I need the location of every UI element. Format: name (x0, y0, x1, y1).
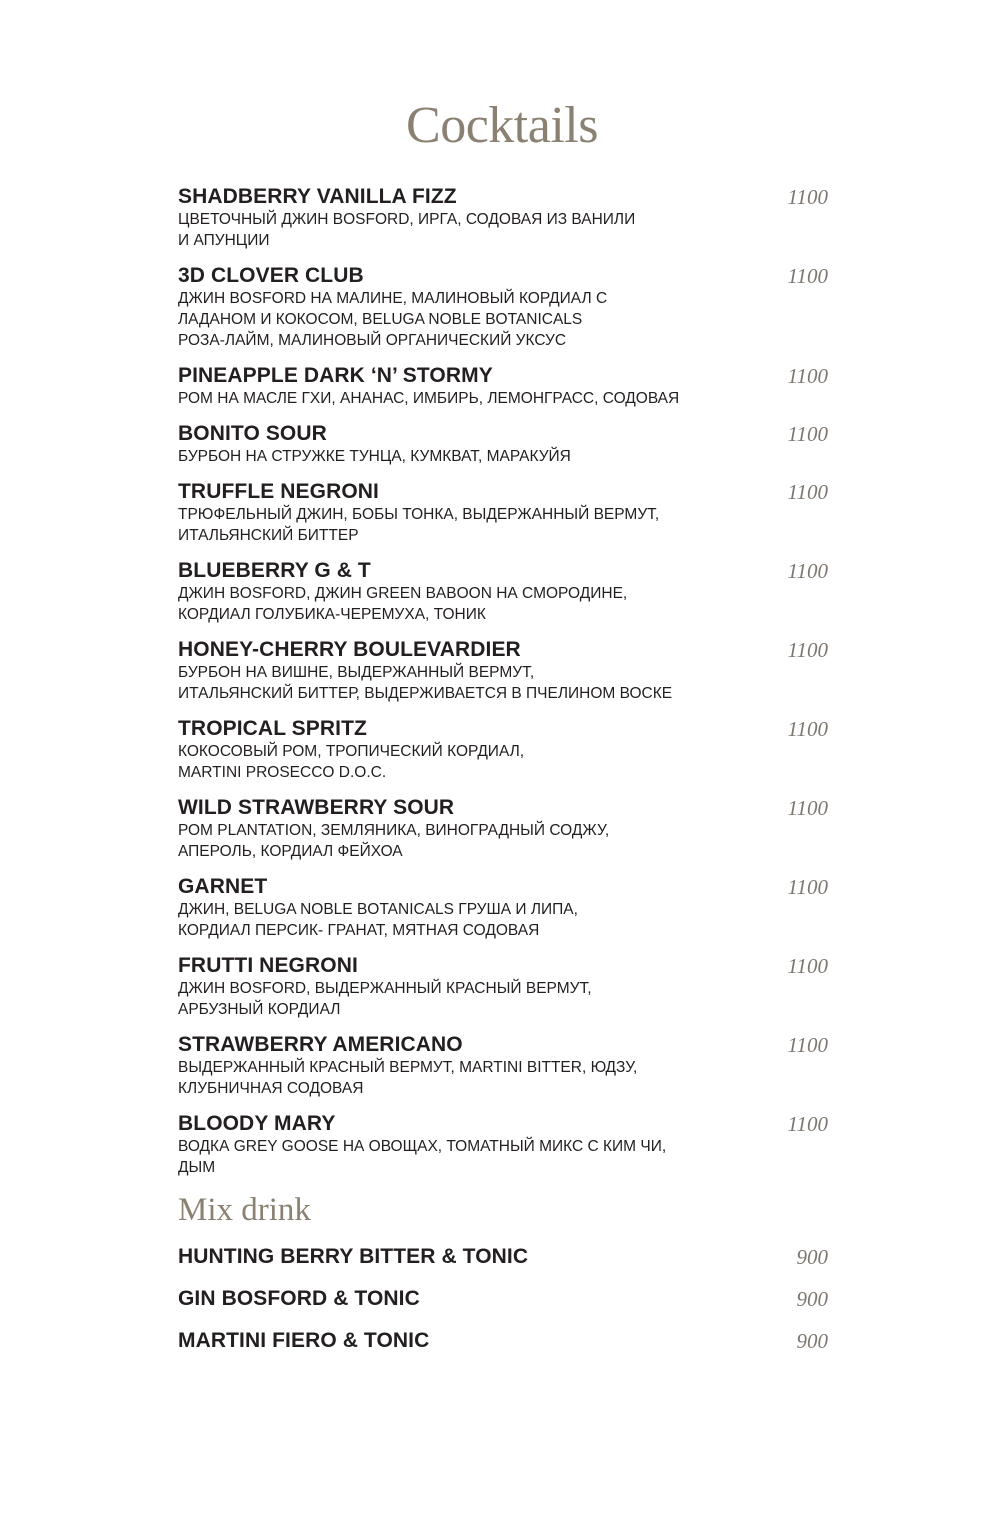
cocktail-item (178, 637, 828, 704)
cocktail-name: FRUTTI NEGRONI (178, 954, 358, 977)
cocktail-name: TRUFFLE NEGRONI (178, 480, 379, 503)
cocktail-item (178, 558, 828, 625)
cocktail-description: ДЖИН BOSFORD, ДЖИН GREEN BABOON НА СМОРОДИНЕ, КОРДИАЛ ГОЛУБИКА-ЧЕРЕМУХА, ТОНИК (178, 585, 628, 623)
cocktail-description: ЦВЕТОЧНЫЙ ДЖИН BOSFORD, ИРГА, СОДОВАЯ ИЗ ВАНИЛИ И АПУНЦИИ (178, 211, 636, 249)
cocktail-item (178, 184, 828, 251)
cocktail-name: BONITO SOUR (178, 422, 327, 445)
cocktail-item (178, 479, 828, 546)
cocktail-description: КОКОСОВЫЙ РОМ, ТРОПИЧЕСКИЙ КОРДИАЛ, MARTINI PROSECCO D.O.C. (178, 743, 525, 781)
mix-drink-section-title: Mix drink (178, 1192, 311, 1228)
cocktail-item (178, 1111, 828, 1178)
cocktail-price: 1100 (787, 422, 828, 446)
mix-drink-item (178, 1328, 828, 1354)
cocktail-description: РОМ НА МАСЛЕ ГХИ, АНАНАС, ИМБИРЬ, ЛЕМОНГРАСС, СОДОВАЯ (178, 390, 680, 407)
cocktail-description: ВЫДЕРЖАННЫЙ КРАСНЫЙ ВЕРМУТ, MARTINI BITTER, ЮДЗУ, КЛУБНИЧНАЯ СОДОВАЯ (178, 1059, 638, 1097)
mix-drink-name: HUNTING BERRY BITTER & TONIC (178, 1245, 529, 1268)
cocktail-item (178, 953, 828, 1020)
mix-drink-item (178, 1244, 828, 1270)
cocktail-description: БУРБОН НА СТРУЖКЕ ТУНЦА, КУМКВАТ, МАРАКУЙЯ (178, 448, 571, 465)
cocktail-price: 1100 (787, 875, 828, 899)
cocktail-price: 1100 (787, 954, 828, 978)
cocktail-name: HONEY-CHERRY BOULEVARDIER (178, 638, 521, 661)
cocktail-description: ТРЮФЕЛЬНЫЙ ДЖИН, БОБЫ ТОНКА, ВЫДЕРЖАННЫЙ ВЕРМУТ, ИТАЛЬЯНСКИЙ БИТТЕР (178, 506, 660, 544)
mix-drink-price: 900 (796, 1245, 828, 1269)
cocktail-description: ДЖИН BOSFORD НА МАЛИНЕ, МАЛИНОВЫЙ КОРДИАЛ С ЛАДАНОМ И КОКОСОМ, BELUGA NOBLE BOTANICALS РОЗА-ЛАЙМ, МАЛИНОВЫЙ ОРГАНИЧЕСКИЙ УКСУС (178, 290, 608, 349)
cocktail-description: РОМ PLANTATION, ЗЕМЛЯНИКА, ВИНОГРАДНЫЙ СОДЖУ, АПЕРОЛЬ, КОРДИАЛ ФЕЙХОА (178, 822, 610, 860)
cocktail-name: SHADBERRY VANILLA FIZZ (178, 185, 457, 208)
cocktail-price: 1100 (787, 1112, 828, 1136)
cocktail-name: TROPICAL SPRITZ (178, 717, 367, 740)
mix-drink-price: 900 (796, 1329, 828, 1353)
cocktail-item (178, 363, 828, 409)
cocktail-name: PINEAPPLE DARK ‘N’ STORMY (178, 364, 493, 387)
cocktail-price: 1100 (787, 185, 828, 209)
cocktail-price: 1100 (787, 1033, 828, 1057)
mix-drink-price: 900 (796, 1287, 828, 1311)
cocktail-item (178, 1032, 828, 1099)
cocktail-price: 1100 (787, 364, 828, 388)
page-title: Cocktails (406, 97, 598, 154)
cocktail-price: 1100 (787, 264, 828, 288)
cocktail-item (178, 795, 828, 862)
mix-drink-list (178, 1244, 828, 1354)
mix-drink-item (178, 1286, 828, 1312)
cocktail-description: ДЖИН BOSFORD, ВЫДЕРЖАННЫЙ КРАСНЫЙ ВЕРМУТ, АРБУЗНЫЙ КОРДИАЛ (178, 980, 592, 1018)
cocktail-name: 3D CLOVER CLUB (178, 264, 364, 287)
cocktail-price: 1100 (787, 559, 828, 583)
cocktail-name: BLOODY MARY (178, 1112, 336, 1135)
cocktail-name: WILD STRAWBERRY SOUR (178, 796, 455, 819)
mix-drink-name: GIN BOSFORD & TONIC (178, 1287, 420, 1310)
cocktail-name: STRAWBERRY AMERICANO (178, 1033, 463, 1056)
cocktail-price: 1100 (787, 480, 828, 504)
cocktail-name: GARNET (178, 875, 268, 898)
cocktail-price: 1100 (787, 638, 828, 662)
cocktail-item (178, 263, 828, 351)
cocktail-description: БУРБОН НА ВИШНЕ, ВЫДЕРЖАННЫЙ ВЕРМУТ, ИТАЛЬЯНСКИЙ БИТТЕР, ВЫДЕРЖИВАЕТСЯ В ПЧЕЛИНОМ ВОСКЕ (178, 664, 673, 702)
cocktail-price: 1100 (787, 717, 828, 741)
cocktail-description: ВОДКА GREY GOOSE НА ОВОЩАХ, ТОМАТНЫЙ МИКС С КИМ ЧИ, ДЫМ (178, 1138, 667, 1176)
cocktail-description: ДЖИН, BELUGA NOBLE BOTANICALS ГРУША И ЛИПА, КОРДИАЛ ПЕРСИК- ГРАНАТ, МЯТНАЯ СОДОВАЯ (178, 901, 578, 939)
cocktail-name: BLUEBERRY G & T (178, 559, 371, 582)
cocktail-item (178, 421, 828, 467)
mix-drink-name: MARTINI FIERO & TONIC (178, 1329, 430, 1352)
cocktail-list (178, 184, 828, 1178)
cocktail-item (178, 874, 828, 941)
cocktail-price: 1100 (787, 796, 828, 820)
cocktail-item (178, 716, 828, 783)
menu (178, 184, 828, 1370)
